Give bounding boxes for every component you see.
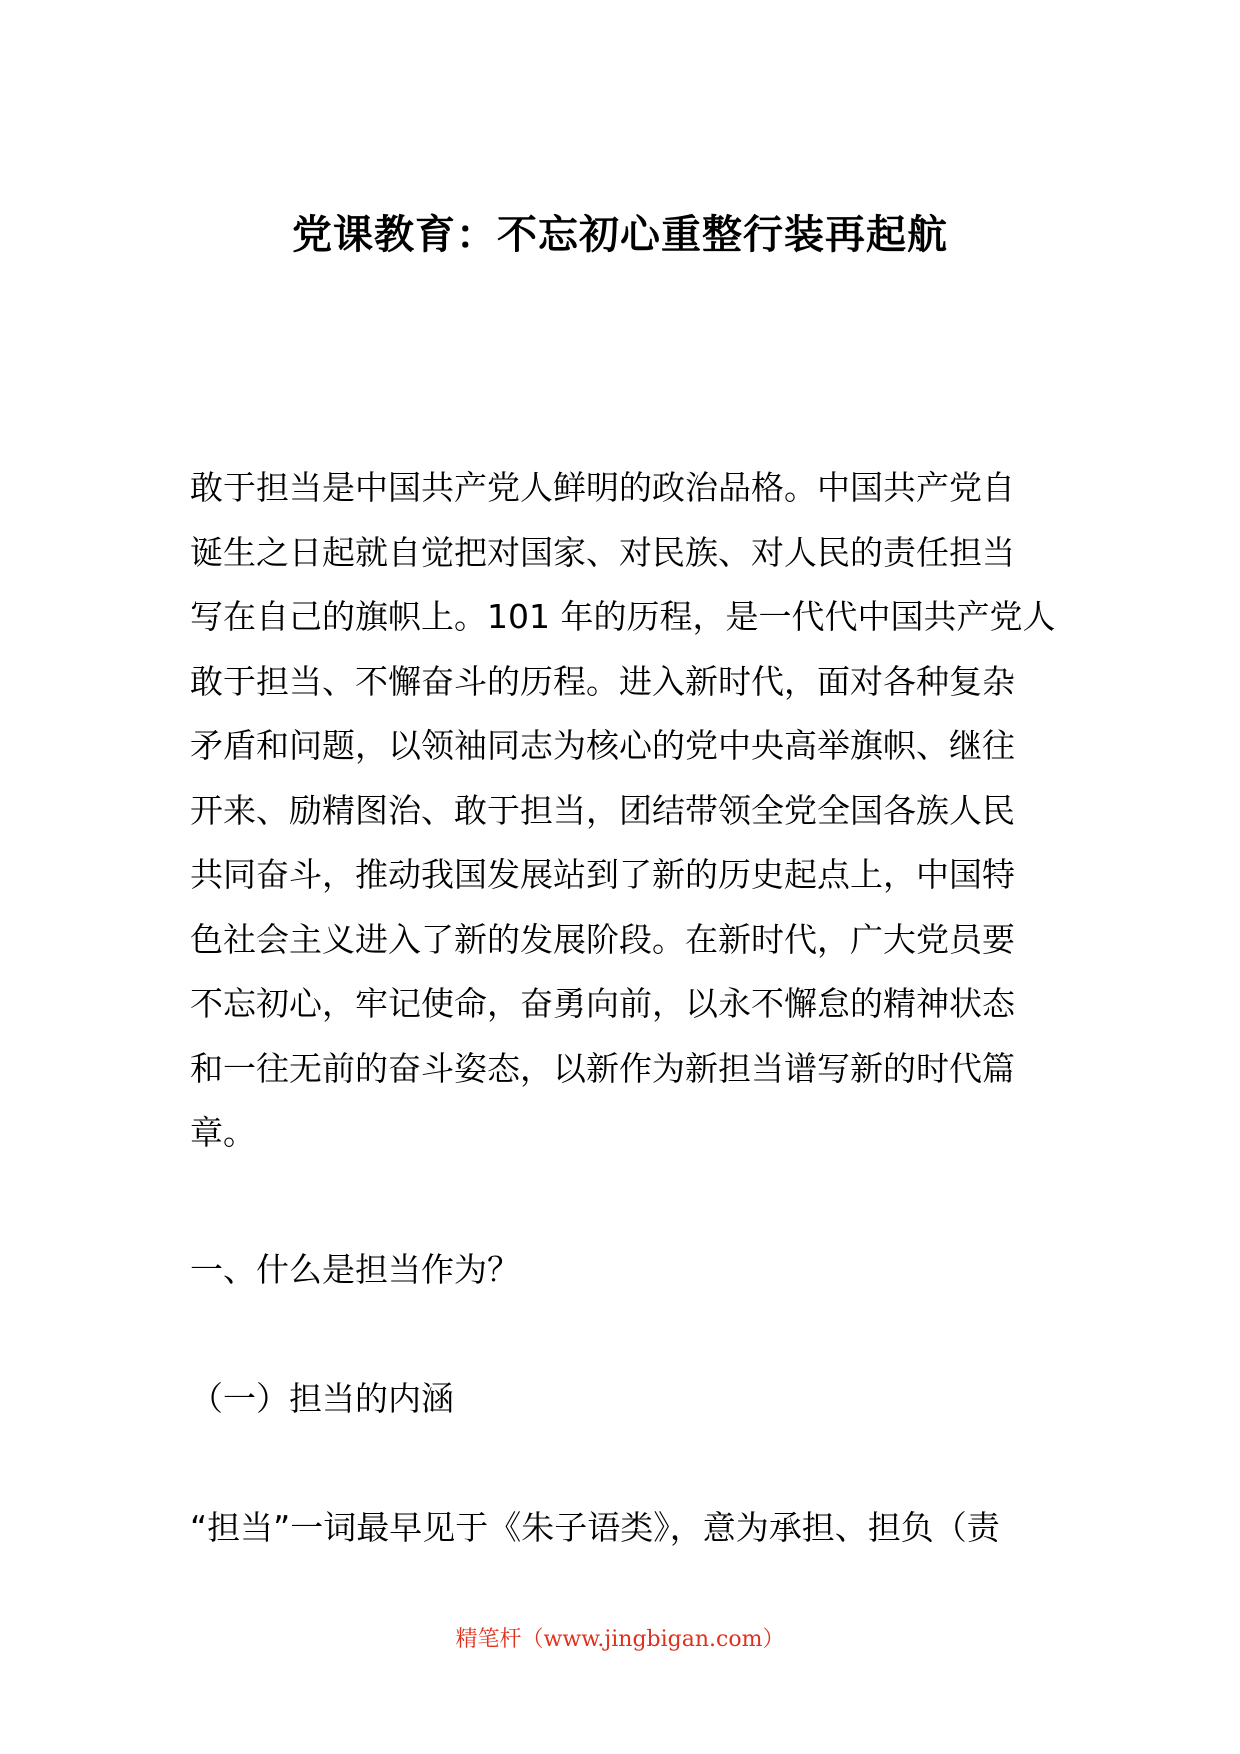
intro-line: 矛盾和问题，以领袖同志为核心的党中央高举旗帜、继往 bbox=[190, 726, 1015, 765]
document-title: 党课教育：不忘初心重整行装再起航 bbox=[292, 212, 948, 258]
body-line: “担当”一词最早见于《朱子语类》，意为承担、担负（责 bbox=[190, 1508, 1000, 1547]
intro-line: 不忘初心，牢记使命，奋勇向前，以永不懈怠的精神状态 bbox=[190, 984, 1015, 1023]
intro-line: 共同奋斗，推动我国发展站到了新的历史起点上，中国特 bbox=[190, 855, 1015, 894]
subsection-heading: （一）担当的内涵 bbox=[190, 1379, 454, 1418]
intro-line: 诞生之日起就自觉把对国家、对民族、对人民的责任担当 bbox=[190, 532, 1015, 572]
body-paragraph bbox=[190, 1496, 1060, 1561]
intro-line: 章。 bbox=[190, 1113, 256, 1152]
intro-line: 开来、励精图治、敢于担当，团结带领全党全国各族人民 bbox=[190, 790, 1015, 830]
intro-paragraph bbox=[190, 456, 1060, 1166]
intro-line: 色社会主义进入了新的发展阶段。在新时代，广大党员要 bbox=[190, 919, 1015, 959]
intro-line: 和一往无前的奋斗姿态，以新作为新担当谱写新的时代篇 bbox=[190, 1048, 1015, 1088]
intro-line: 敢于担当是中国共产党人鲜明的政治品格。中国共产党自 bbox=[190, 468, 1015, 507]
intro-line: 写在自己的旗帜上。101 年的历程，是一代代中国共产党人 bbox=[190, 597, 1056, 636]
section-heading: 一、什么是担当作为？ bbox=[190, 1250, 520, 1289]
intro-line: 敢于担当、不懈奋斗的历程。进入新时代，面对各种复杂 bbox=[190, 661, 1015, 701]
footer-watermark: 精笔杆（www.jingbigan.com） bbox=[455, 1627, 785, 1652]
